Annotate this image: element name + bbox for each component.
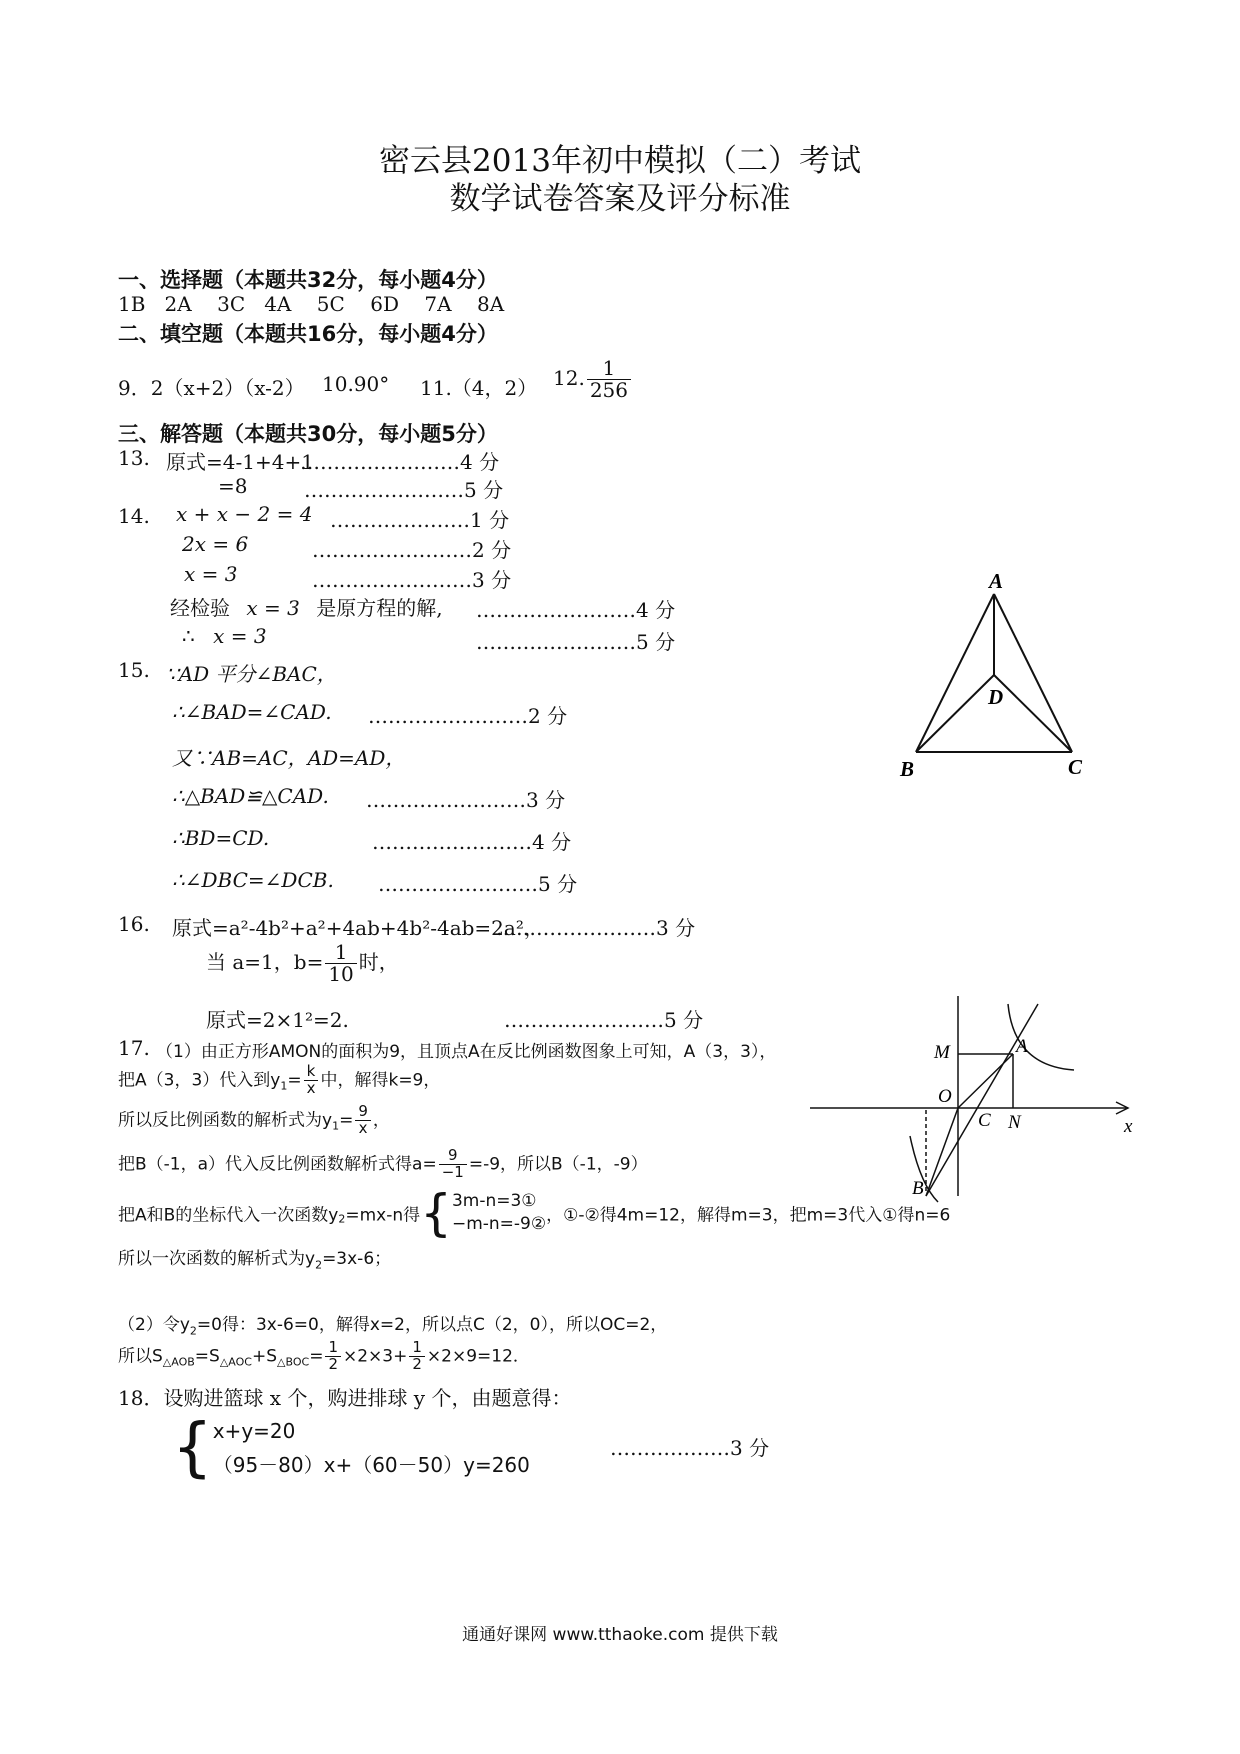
fill-answer-10: 10.90° — [322, 372, 390, 396]
q17-line2 — [118, 1064, 440, 1097]
q17-line8-c: +S — [251, 1346, 278, 1367]
subscript: 1 — [280, 1079, 288, 1093]
q17-line8 — [118, 1340, 530, 1373]
function-graph-figure — [810, 996, 1150, 1206]
numerator: 1 — [409, 1340, 425, 1357]
numerator: k — [304, 1064, 319, 1081]
fraction — [587, 358, 631, 401]
q17-line2-b: 中，解得k=9， — [320, 1070, 441, 1091]
label-x: x — [1124, 1116, 1133, 1137]
segment-oa — [958, 1054, 1013, 1108]
page-subtitle: 数学试卷答案及评分标准 — [449, 181, 791, 217]
equation-system — [213, 1414, 530, 1482]
subscript: △BOC — [277, 1355, 310, 1369]
q14-number: 14. — [118, 504, 150, 528]
segment-bd — [916, 675, 994, 752]
section-2-heading: 二、填空题（本题共16分，每小题4分） — [118, 322, 498, 346]
q17-line4-b: =-9，所以B（-1，-9） — [468, 1154, 648, 1175]
denominator: 2 — [412, 1354, 422, 1373]
equation-system — [452, 1190, 546, 1236]
q17-line8-a: 所以S — [118, 1346, 163, 1367]
q17-line1: （1）由正方形AMON的面积为9，且顶点A在反比例函数图象上可知，A（3，3）， — [156, 1042, 777, 1062]
q17-line7 — [118, 1310, 667, 1337]
left-brace: { — [172, 1411, 213, 1485]
q15-line2-score: ……………………2 分 — [368, 704, 568, 728]
q13-line2-score: ……………………5 分 — [304, 478, 504, 502]
q17-line5-b: =mx-n得 — [345, 1205, 421, 1226]
section-3-heading: 三、解答题（本题共30分，每小题5分） — [118, 422, 498, 446]
q16-line2-a: 当 a=1，b= — [206, 950, 324, 974]
q16-line2-b: 时， — [358, 950, 399, 974]
label-d: D — [988, 685, 1004, 709]
q15-line3: 又∵AB=AC，AD=AD， — [172, 746, 406, 770]
q17-line2-a: 把A（3，3）代入到y — [118, 1070, 281, 1091]
label-c: C — [1068, 755, 1083, 779]
q15-number: 15. — [118, 658, 150, 682]
q14-line1: x + x − 2 = 4 — [176, 502, 313, 526]
label-o: O — [938, 1086, 952, 1107]
subscript: 2 — [315, 1258, 323, 1272]
q17-line6-a: 所以一次函数的解析式为y — [118, 1249, 316, 1269]
q17-number: 17. — [118, 1036, 150, 1060]
equation-1: 3m-n=3① — [451, 1191, 537, 1212]
q13-line1: 原式=4-1+4+1 — [166, 450, 314, 474]
fill-answer-12 — [553, 358, 633, 401]
left-brace: { — [420, 1184, 452, 1242]
q17-line4-a: 把B（-1，a）代入反比例函数解析式得a= — [118, 1154, 437, 1175]
q17-line3-b: ， — [372, 1110, 390, 1131]
fraction — [355, 1104, 371, 1137]
segment-cd — [994, 675, 1072, 752]
q17-line6-b: =3x-6； — [322, 1249, 392, 1269]
q13-line2: =8 — [218, 474, 248, 498]
q16-line3-score: ……………………5 分 — [504, 1008, 704, 1032]
equals: = — [339, 1110, 354, 1131]
q15-line4: ∴△BAD≌△CAD. — [172, 784, 329, 808]
q14-line4-b: x = 3 — [246, 596, 300, 620]
subscript: 2 — [189, 1324, 197, 1338]
fill-answer-12-prefix: 12. — [553, 366, 585, 390]
segment-ab — [916, 594, 994, 752]
q17-line8-b: =S — [194, 1346, 220, 1367]
q15-line6-score: ……………………5 分 — [378, 872, 578, 896]
q18-line1: 18．设购进篮球 x 个，购进排球 y 个，由题意得： — [118, 1386, 572, 1410]
q14-line3-score: ……………………3 分 — [312, 568, 512, 592]
q17-line7-a: （2）令y — [118, 1315, 190, 1335]
numerator: 9 — [439, 1148, 467, 1165]
fraction — [409, 1340, 425, 1373]
fill-answer-11: 11.（4，2） — [420, 376, 538, 400]
q17-line8-d: = — [309, 1346, 324, 1367]
q13-number: 13. — [118, 446, 150, 470]
q15-line2: ∴∠BAD=∠CAD. — [172, 700, 332, 724]
equation-2: （95－80）x+（60－50）y=260 — [212, 1453, 530, 1477]
segment-ob — [926, 1108, 958, 1196]
denominator: 256 — [589, 378, 628, 402]
q14-line5 — [182, 624, 267, 648]
q16-line3: 原式=2×1²=2. — [206, 1008, 349, 1032]
q15-line1: ∵AD 平分∠BAC， — [166, 662, 337, 686]
q17-line5-c: ，①-②得4m=12，解得m=3，把m=3代入①得n=6 — [546, 1205, 951, 1226]
q14-line4-c: 是原方程的解, — [316, 596, 443, 620]
q18-score: ………………3 分 — [610, 1436, 770, 1460]
equals: = — [287, 1070, 302, 1091]
fill-answer-9: 9．2（x+2）（x-2） — [118, 376, 305, 400]
label-n: N — [1008, 1112, 1021, 1133]
numerator: 9 — [355, 1104, 371, 1121]
q17-line3-a: 所以反比例函数的解析式为y — [118, 1110, 333, 1131]
triangle-figure — [890, 570, 1110, 785]
q14-therefore: ∴ — [182, 624, 195, 648]
q14-line3: x = 3 — [184, 562, 238, 586]
q14-line4-a: 经检验 — [170, 596, 230, 620]
subscript: 2 — [338, 1212, 346, 1226]
footer-source: 通通好课网 www.tthaoke.com 提供下载 — [462, 1625, 778, 1645]
label-a: A — [1016, 1036, 1028, 1057]
segment-ac — [994, 594, 1072, 752]
q14-line5-b: x = 3 — [213, 624, 267, 648]
label-b: B — [912, 1178, 924, 1199]
q16-line1-score: ……………………3 分 — [496, 916, 696, 940]
fraction — [325, 942, 356, 985]
numerator: 1 — [325, 942, 356, 964]
label-a: A — [989, 570, 1004, 593]
label-c: C — [978, 1110, 991, 1131]
q16-line1: 原式=a²-4b²+a²+4ab+4b²-4ab=2a²， — [172, 916, 544, 940]
q16-line2 — [206, 942, 399, 985]
q17-line4 — [118, 1148, 648, 1181]
denominator: 10 — [328, 962, 354, 986]
fraction — [304, 1064, 319, 1097]
subscript: 1 — [332, 1119, 340, 1133]
subscript: △AOC — [219, 1355, 252, 1369]
q17-line3 — [118, 1104, 390, 1137]
q16-number: 16. — [118, 912, 150, 936]
section-1-heading: 一、选择题（本题共32分，每小题4分） — [118, 268, 498, 292]
denominator: x — [306, 1078, 316, 1097]
subscript: △AOB — [162, 1355, 195, 1369]
q14-line5-score: ……………………5 分 — [476, 630, 676, 654]
q14-line4-score: ……………………4 分 — [476, 598, 676, 622]
q14-line4 — [170, 592, 443, 621]
q15-line5: ∴BD=CD. — [172, 826, 270, 850]
numerator: 1 — [325, 1340, 341, 1357]
numerator: 1 — [587, 358, 631, 380]
q14-line1-score: …………………1 分 — [330, 508, 510, 532]
fraction — [439, 1148, 467, 1181]
q17-line8-e: ×2×3+ — [342, 1346, 408, 1367]
denominator: x — [358, 1118, 368, 1137]
q18-system — [172, 1411, 530, 1485]
denominator: 2 — [328, 1354, 338, 1373]
q15-line5-score: ……………………4 分 — [372, 830, 572, 854]
q15-line4-score: ……………………3 分 — [366, 788, 566, 812]
label-b: B — [900, 757, 915, 781]
equation-1: x+y=20 — [212, 1419, 296, 1443]
q17-line7-b: =0得：3x-6=0，解得x=2，所以点C（2，0），所以OC=2， — [196, 1315, 668, 1335]
fraction — [325, 1340, 341, 1373]
q14-line2-score: ……………………2 分 — [312, 538, 512, 562]
q17-line6 — [118, 1244, 391, 1271]
label-m: M — [934, 1042, 950, 1063]
denominator: −1 — [441, 1162, 464, 1181]
q17-line5-a: 把A和B的坐标代入一次函数y — [118, 1205, 339, 1226]
q13-line1-score: ……………………4 分 — [300, 450, 500, 474]
q15-line6: ∴∠DBC=∠DCB. — [172, 868, 334, 892]
q14-line2: 2x = 6 — [182, 532, 249, 556]
equation-2: −m-n=-9② — [451, 1214, 547, 1234]
page-title: 密云县2013年初中模拟（二）考试 — [379, 143, 861, 179]
q17-line8-f: ×2×9=12． — [426, 1346, 530, 1367]
choice-answers: 1B 2A 3C 4A 5C 6D 7A 8A — [118, 292, 505, 316]
